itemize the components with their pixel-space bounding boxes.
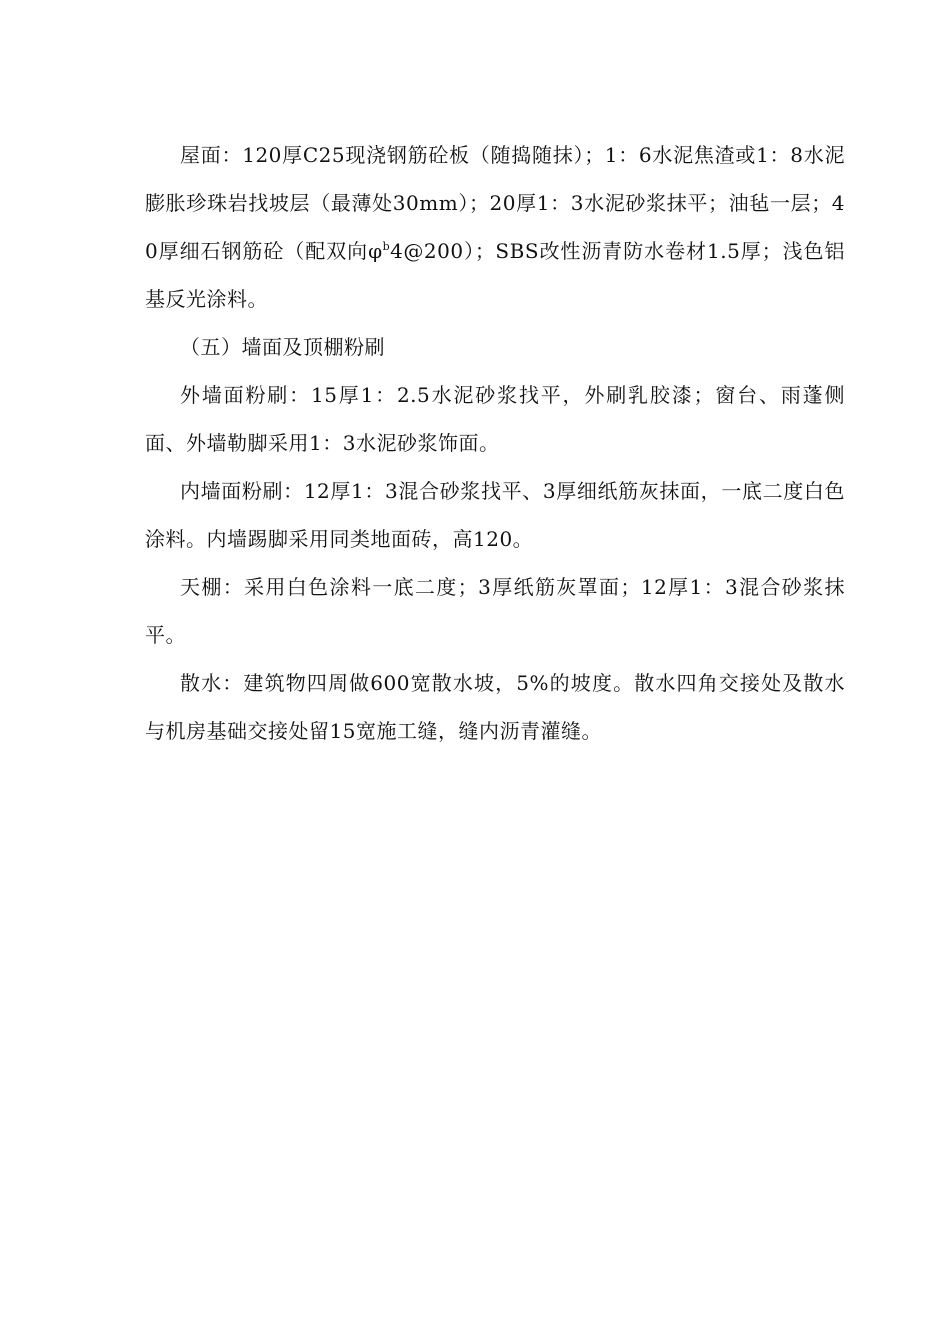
- paragraph-roof-superscript: b: [382, 240, 391, 253]
- paragraph-interior-wall: 内墙面粉刷：12厚1：3混合砂浆找平、3厚细纸筋灰抹面，一底二度白色涂料。内墙踢脚采用同类地面砖，高120。: [145, 479, 845, 551]
- paragraph-roof-text: 屋面：120厚C25现浇钢筋砼板（随捣随抹）；1：6水泥焦渣或1：8水泥膨胀珍珠岩找坡层（最薄处30mm）；20厚1：3水泥砂浆抹平；油毡一层；40厚细石钢筋砼（配双向φ: [145, 143, 845, 263]
- paragraph-ceiling: 天棚：采用白色涂料一底二度；3厚纸筋灰罩面；12厚1：3混合砂浆抹平。: [145, 575, 845, 647]
- paragraph-roof-tail: 4@200）；SBS改性沥青防水卷材1.5厚；浅色铝基反光涂料。: [145, 239, 846, 311]
- paragraph-exterior-wall: 外墙面粉刷：15厚1：2.5水泥砂浆找平，外刷乳胶漆；窗台、雨蓬侧面、外墙勒脚采用1：3水泥砂浆饰面。: [145, 383, 845, 455]
- section-heading: （五）墙面及顶棚粉刷: [180, 335, 385, 359]
- document-body: [145, 131, 845, 755]
- paragraph-apron: 散水：建筑物四周做600宽散水坡，5%的坡度。散水四角交接处及散水与机房基础交接处留15宽施工缝，缝内沥青灌缝。: [145, 671, 845, 743]
- paragraph-roof: [145, 131, 845, 323]
